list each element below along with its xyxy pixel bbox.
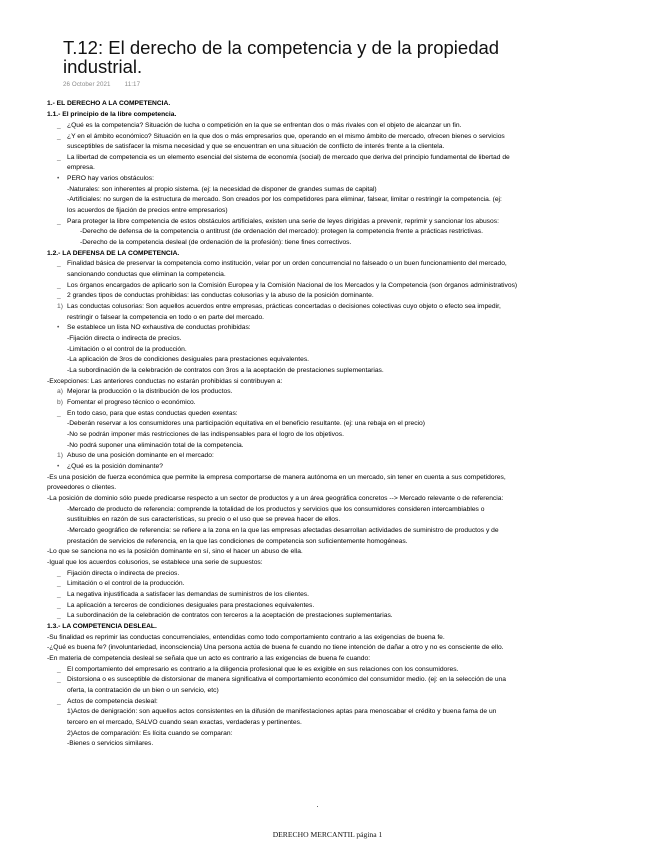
note-line	[57, 153, 510, 163]
line-text: La subordinación de la celebración de contratos con terceros a la aceptación de prestaciones suplementarias.	[67, 612, 393, 619]
line-text: ¿Qué es la posición dominante?	[67, 463, 163, 470]
list-marker: _	[57, 580, 61, 587]
note-line	[67, 270, 226, 280]
note-line	[57, 611, 393, 621]
note-line	[57, 697, 158, 707]
line-text: Actos de competencia desleal:	[67, 698, 158, 705]
note-line	[47, 494, 503, 504]
line-text: -La aplicación de 3ros de condiciones desiguales para prestaciones equivalentes.	[67, 356, 310, 363]
line-text: Abuso de una posición dominante en el mercado:	[67, 452, 214, 459]
line-text: -No se podrán imponer más restricciones de las indispensables para el logro de los objetivos.	[67, 431, 344, 438]
list-marker: _	[57, 570, 61, 577]
line-text: Se establece un lista NO exhaustiva de conductas prohibidas:	[67, 324, 251, 331]
line-text: proveedores o clientes.	[47, 484, 117, 491]
line-text: Fijación directa o indirecta de precios.	[67, 570, 180, 577]
note-line	[67, 355, 309, 365]
line-text: -¿Qué es buena fe? (involuntariedad, inconsciencia) Una persona actúa de buena fe cuando no tiene intención de dañar a otro y no es consciente de ello.	[47, 644, 504, 651]
line-text: Para proteger la libre competencia de estos obstáculos artificiales, existen una serie de leyes dirigidas a prevenir, reprimir y sancionar los abusos:	[67, 218, 499, 225]
line-text: Mejorar la producción o la distribución de los productos.	[67, 388, 233, 395]
note-line	[47, 622, 157, 632]
list-marker: •	[57, 463, 60, 470]
line-text: -En materia de competencia desleal se señala que un acto es contrario a las exigencias de buena fe cuando:	[47, 655, 371, 662]
line-text: -Su finalidad es reprimir las conductas concurrenciales, entendidas como todo comportamiento contrario a las exigencias de buena fe.	[47, 634, 445, 641]
note-line	[57, 323, 251, 333]
line-text: sancionando conductas que eliminan la competencia.	[67, 271, 226, 278]
line-text: ¿Qué es la competencia? Situación de lucha o competición en la que se enfrentan dos o más rivales con el objeto de alcanzar un fin.	[67, 122, 462, 129]
note-line	[67, 526, 499, 536]
note-date: 26 October 2021	[63, 81, 111, 88]
line-text: -La posición de dominio sólo puede predicarse respecto a un sector de productos y a un área geográfica concretos --> Mercado relevante o de referencia:	[47, 495, 504, 502]
line-text: -No podrá suponer una eliminación total de la competencia.	[67, 442, 244, 449]
line-text: Fomentar el progreso técnico o económico.	[67, 399, 196, 406]
note-line	[47, 377, 282, 387]
note-line	[57, 121, 461, 131]
line-text: los acuerdos de fijación de precios entre empresarios)	[67, 207, 228, 214]
note-line	[57, 259, 507, 269]
note-line	[57, 174, 154, 184]
line-text: Los órganos encargados de aplicarlo son la Comisión Europea y la Comisión Nacional de los Mercados y la Competencia (son órganos administrativos)	[67, 282, 518, 289]
list-marker: _	[57, 260, 61, 267]
line-text: restringir o falsear la competencia en todo o en parte del mercado.	[67, 314, 265, 321]
note-line	[67, 430, 344, 440]
list-marker: _	[57, 133, 61, 140]
note-line	[47, 249, 179, 259]
note-line	[80, 227, 483, 237]
line-text: -Artificiales: no surgen de la estructura de mercado. Son creados por los competidores para eliminar, falsear, limitar o restringir la competencia. (ej:	[67, 196, 502, 203]
list-marker: •	[57, 324, 60, 331]
note-line	[57, 590, 309, 600]
line-text: En todo caso, para que estas conductas queden exentas:	[67, 410, 238, 417]
note-line	[57, 302, 501, 312]
note-line	[57, 665, 458, 675]
note-line	[80, 238, 351, 248]
line-text: Finalidad básica de preservar la competencia como institución, velar por un orden concurrencial no falseado o un buen funcionamiento del mercado,	[67, 260, 507, 267]
line-text: 1)Actos de denigración: son aquellos actos consistentes en la difusión de manifestaciones aptas para menoscabar el crédito y buena fama de un	[67, 708, 497, 715]
note-line	[57, 281, 517, 291]
note-line	[67, 163, 95, 173]
line-text: 1.1.- El principio de la libre competencia.	[47, 111, 177, 118]
list-marker: _	[57, 676, 61, 683]
note-line	[67, 729, 232, 739]
list-marker: a)	[57, 388, 63, 395]
note-line	[47, 633, 445, 643]
line-text: La libertad de competencia es un elemento esencial del sistema de economía (social) de mercado que deriva del principio fundamental de libertad de	[67, 154, 510, 161]
note-line	[57, 579, 184, 589]
note-line	[47, 110, 176, 120]
note-time: 11:17	[124, 81, 141, 88]
note-line	[67, 537, 408, 547]
line-text: -Derecho de la competencia desleal (de ordenación de la profesión): tiene fines correctivos.	[80, 239, 352, 246]
line-text: -Limitación o el control de la producción.	[67, 346, 187, 353]
note-line	[47, 547, 303, 557]
line-text: prestación de servicios de referencia, en la que las condiciones de competencia son suficientemente homogéneas.	[67, 538, 408, 545]
note-line	[67, 686, 219, 696]
note-line	[67, 185, 377, 195]
line-text: susceptibles de satisfacer la misma necesidad y que se encuentran en una situación de conflicto de interés frente a la clientela.	[67, 143, 445, 150]
line-text: El comportamiento del empresario es contrario a la diligencia profesional que le es exigible en sus relaciones con los consumidores.	[67, 666, 459, 673]
note-line	[67, 505, 484, 515]
note-line	[67, 515, 340, 525]
line-text: 2 grandes tipos de conductas prohibidas: las conductas colusorias y la abuso de la posición dominante.	[67, 292, 374, 299]
note-line	[57, 217, 499, 227]
line-text: empresa.	[67, 164, 95, 171]
stray-dot	[317, 806, 318, 807]
line-text: -Naturales: son inherentes al propio sistema. (ej: la necesidad de disponer de grandes sumas de capital)	[67, 186, 377, 193]
line-text: -La subordinación de la celebración de contratos con 3ros a la aceptación de prestaciones suplementarias.	[67, 367, 384, 374]
title-line-2: industrial.	[63, 56, 143, 77]
list-marker: b)	[57, 399, 63, 406]
line-text: -Mercado de producto de referencia: comprende la totalidad de los productos y servicios que los consumidores consideren intercambiables o	[67, 506, 485, 513]
line-text: La aplicación a terceros de condiciones desiguales para prestaciones equivalentes.	[67, 602, 315, 609]
note-line	[47, 473, 506, 483]
line-text: -Lo que se sanciona no es la posición dominante en sí, sino el hacer un abuso de ella.	[47, 548, 303, 555]
note-line	[47, 99, 170, 109]
line-text: Distorsiona o es susceptible de distorsionar de manera significativa el comportamiento económico del consumidor medio. (ej: en la selección de una	[67, 676, 507, 683]
note-line	[57, 291, 374, 301]
line-text: 1.2.- LA DEFENSA DE LA COMPETENCIA.	[47, 250, 180, 257]
list-marker: _	[57, 591, 61, 598]
note-line	[67, 707, 496, 717]
list-marker: 1)	[57, 303, 63, 310]
note-line	[67, 345, 187, 355]
note-metadata	[63, 81, 154, 88]
list-marker: 1)	[57, 452, 63, 459]
note-line	[67, 718, 302, 728]
note-line	[67, 206, 228, 216]
list-marker: _	[57, 154, 61, 161]
note-line	[57, 387, 232, 397]
list-marker: _	[57, 282, 61, 289]
line-text: sustituibles en razón de sus características, su precio o el uso que se prevea hacer de ellos.	[67, 516, 341, 523]
note-line	[57, 675, 506, 685]
list-marker: _	[57, 698, 61, 705]
line-text: tercero en el mercado, SALVO cuando sean exactas, verdaderas y pertinentes.	[67, 719, 302, 726]
line-text: La negativa injustificada a satisfacer las demandas de suministros de los clientes.	[67, 591, 309, 598]
list-marker: _	[57, 666, 61, 673]
page-title	[63, 38, 499, 76]
note-line	[67, 142, 444, 152]
list-marker: _	[57, 218, 61, 225]
line-text: -Igual que los acuerdos colusorios, se establece una serie de supuestos:	[47, 559, 263, 566]
note-line	[67, 195, 502, 205]
title-line-1: T.12: El derecho de la competencia y de la propiedad	[63, 37, 500, 58]
note-line	[47, 643, 504, 653]
line-text: PERO hay varios obstáculos:	[67, 175, 154, 182]
list-marker: _	[57, 122, 61, 129]
line-text: -Mercado geográfico de referencia: se refiere a la zona en la que las empresas afectadas desarrollan actividades de suministro de productos y de	[67, 527, 499, 534]
page-footer: DERECHO MERCANTIL página 1	[272, 830, 383, 839]
line-text: -Fijación directa o indirecta de precios.	[67, 335, 182, 342]
note-line	[57, 132, 505, 142]
line-text: -Derecho de defensa de la competencia o antitrust (de ordenación del mercado): protegen la competencia frente a prácticas restrictivas.	[80, 228, 483, 235]
list-marker: •	[57, 175, 60, 182]
note-line	[57, 462, 163, 472]
list-marker: _	[57, 292, 61, 299]
list-marker: _	[57, 410, 61, 417]
note-line	[57, 601, 314, 611]
note-line	[47, 558, 263, 568]
note-line	[67, 313, 264, 323]
note-line	[67, 419, 425, 429]
note-line	[57, 569, 179, 579]
line-text: Las conductas colusorias: Son aquellos acuerdos entre empresas, prácticas concertadas o decisiones colectivas cuyo objeto o efecto sea impedir,	[67, 303, 501, 310]
note-line	[67, 739, 153, 749]
list-marker: _	[57, 612, 61, 619]
list-marker: _	[57, 602, 61, 609]
note-line	[47, 654, 370, 664]
note-line	[57, 398, 196, 408]
note-line	[67, 334, 181, 344]
note-line	[57, 451, 214, 461]
line-text: 1.- EL DERECHO A LA COMPETENCIA.	[47, 100, 171, 107]
line-text: Limitación o el control de la producción.	[67, 580, 185, 587]
line-text: ¿Y en el ámbito económico? Situación en la que dos o más empresarios que, operando en el mismo ámbito de mercado, ofrecen bienes o servicios	[67, 133, 505, 140]
note-line	[67, 441, 244, 451]
line-text: -Bienes o servicios similares.	[67, 740, 154, 747]
line-text: oferta, la contratación de un bien o un servicio, etc)	[67, 687, 219, 694]
line-text: -Es una posición de fuerza económica que permite la empresa comportarse de manera autónoma en un mercado, sin tener en cuenta a sus competidores,	[47, 474, 506, 481]
note-line	[47, 483, 116, 493]
line-text: -Deberán reservar a los consumidores una participación equitativa en el beneficio resultante. (ej: una rebaja en el precio)	[67, 420, 425, 427]
note-line	[67, 366, 384, 376]
line-text: 1.3.- LA COMPETENCIA DESLEAL.	[47, 623, 157, 630]
line-text: -Excepciones: Las anteriores conductas no estarán prohibidas si contribuyen a:	[47, 378, 283, 385]
note-line	[57, 409, 238, 419]
line-text: 2)Actos de comparación: Es lícita cuando se comparan:	[67, 730, 233, 737]
